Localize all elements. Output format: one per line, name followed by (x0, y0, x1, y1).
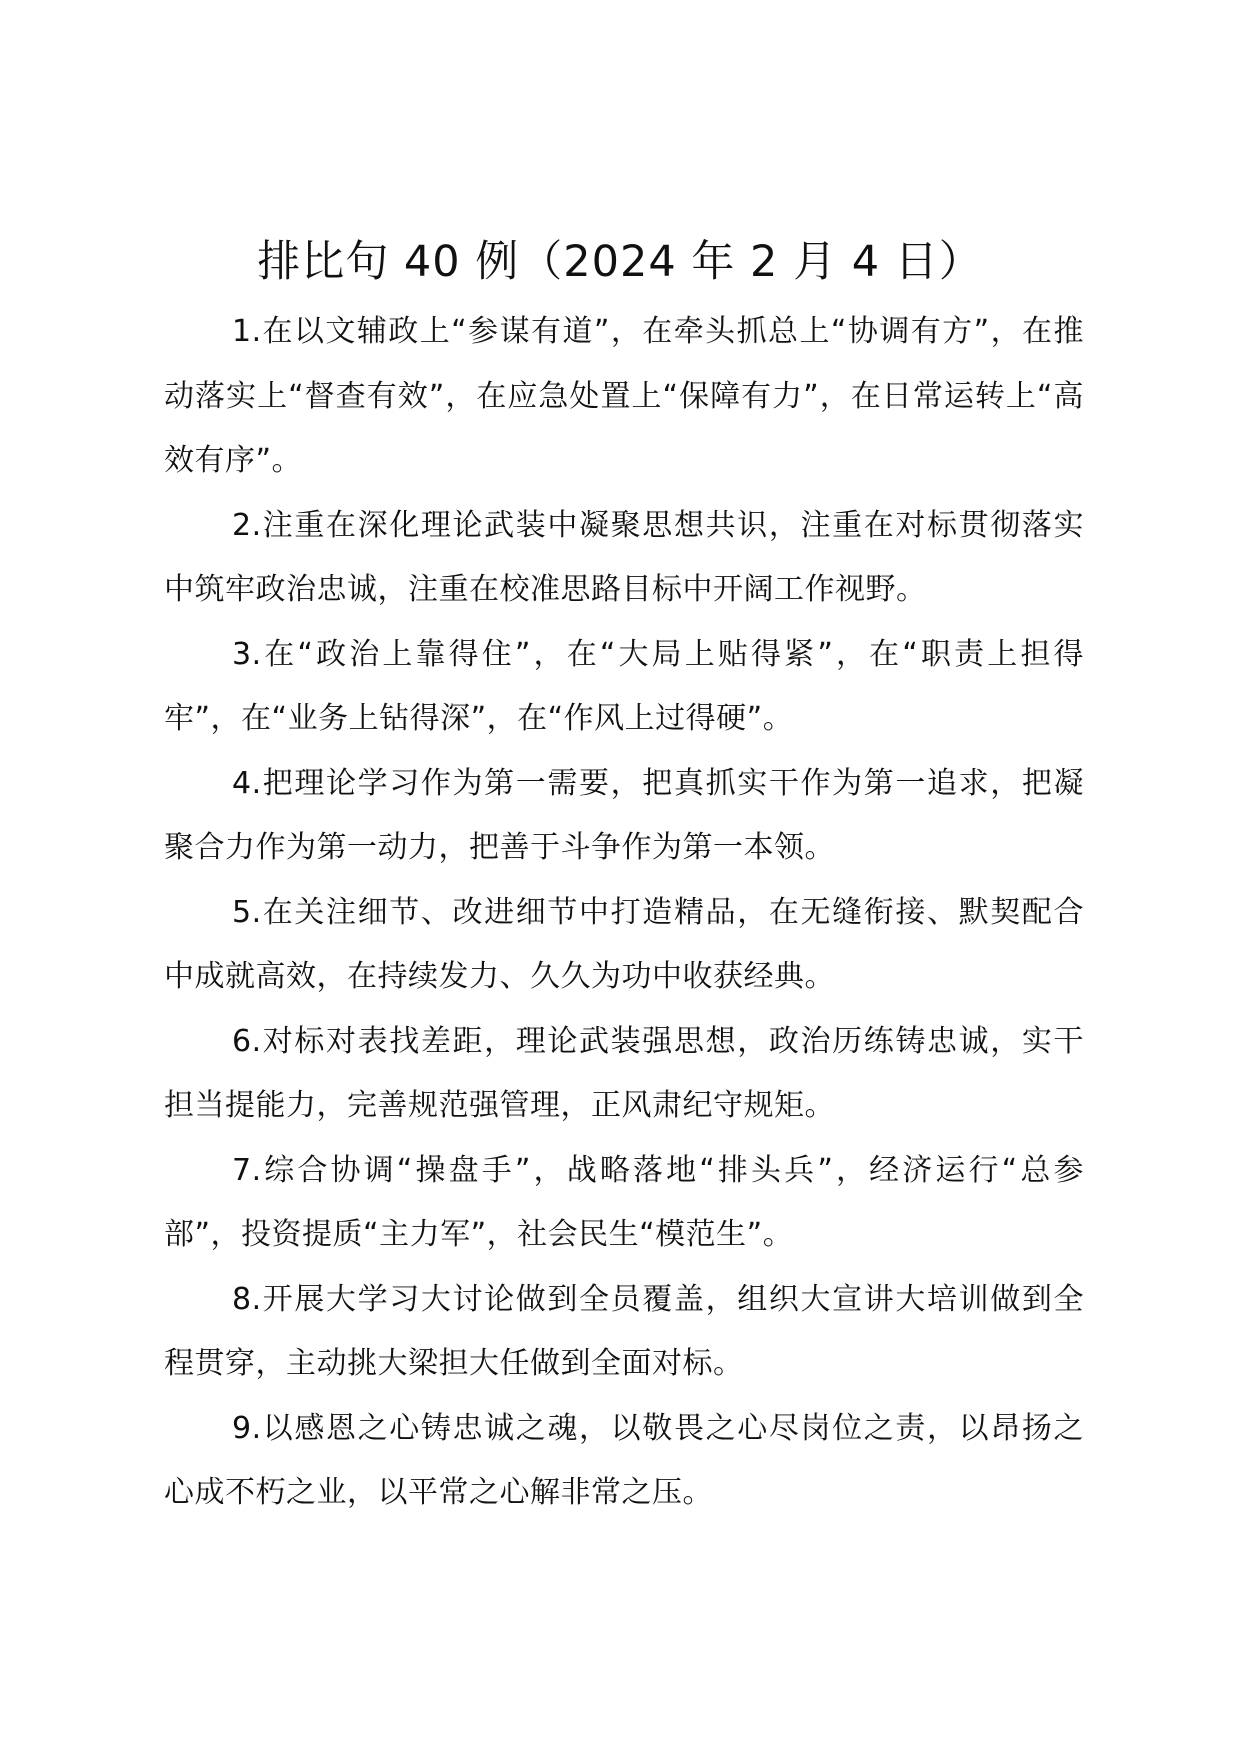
paragraph-8: 8.开展大学习大讨论做到全员覆盖，组织大宣讲大培训做到全程贯穿，主动挑大梁担大任做到全面对标。 (164, 1281, 1084, 1381)
paragraph-1: 1.在以文辅政上“参谋有道”，在牵头抓总上“协调有方”，在推动落实上“督查有效”，在应急处置上“保障有力”，在日常运转上“高效有序”。 (164, 314, 1084, 478)
paragraph-5: 5.在关注细节、改进细节中打造精品，在无缝衔接、默契配合中成就高效，在持续发力、久久为功中收获经典。 (164, 894, 1084, 994)
paragraph-6: 6.对标对表找差距，理论武装强思想，政治历练铸忠诚，实干担当提能力，完善规范强管理，正风肃纪守规矩。 (164, 1023, 1084, 1123)
paragraph-2: 2.注重在深化理论武装中凝聚思想共识，注重在对标贯彻落实中筑牢政治忠诚，注重在校准思路目标中开阔工作视野。 (164, 507, 1084, 607)
paragraph-9: 9.以感恩之心铸忠诚之魂，以敬畏之心尽岗位之责，以昂扬之心成不朽之业，以平常之心解非常之压。 (164, 1410, 1084, 1510)
document-title: 排比句 40 例（2024 年 2 月 4 日） (257, 237, 983, 287)
document-body (164, 300, 1084, 1526)
paragraph-4: 4.把理论学习作为第一需要，把真抓实干作为第一追求，把凝聚合力作为第一动力，把善于斗争作为第一本领。 (164, 765, 1084, 865)
paragraph-3: 3.在“政治上靠得住”，在“大局上贴得紧”，在“职责上担得牢”，在“业务上钻得深”，在“作风上过得硬”。 (164, 636, 1084, 736)
paragraph-7: 7.综合协调“操盘手”，战略落地“排头兵”，经济运行“总参部”，投资提质“主力军”，社会民生“模范生”。 (164, 1152, 1084, 1252)
